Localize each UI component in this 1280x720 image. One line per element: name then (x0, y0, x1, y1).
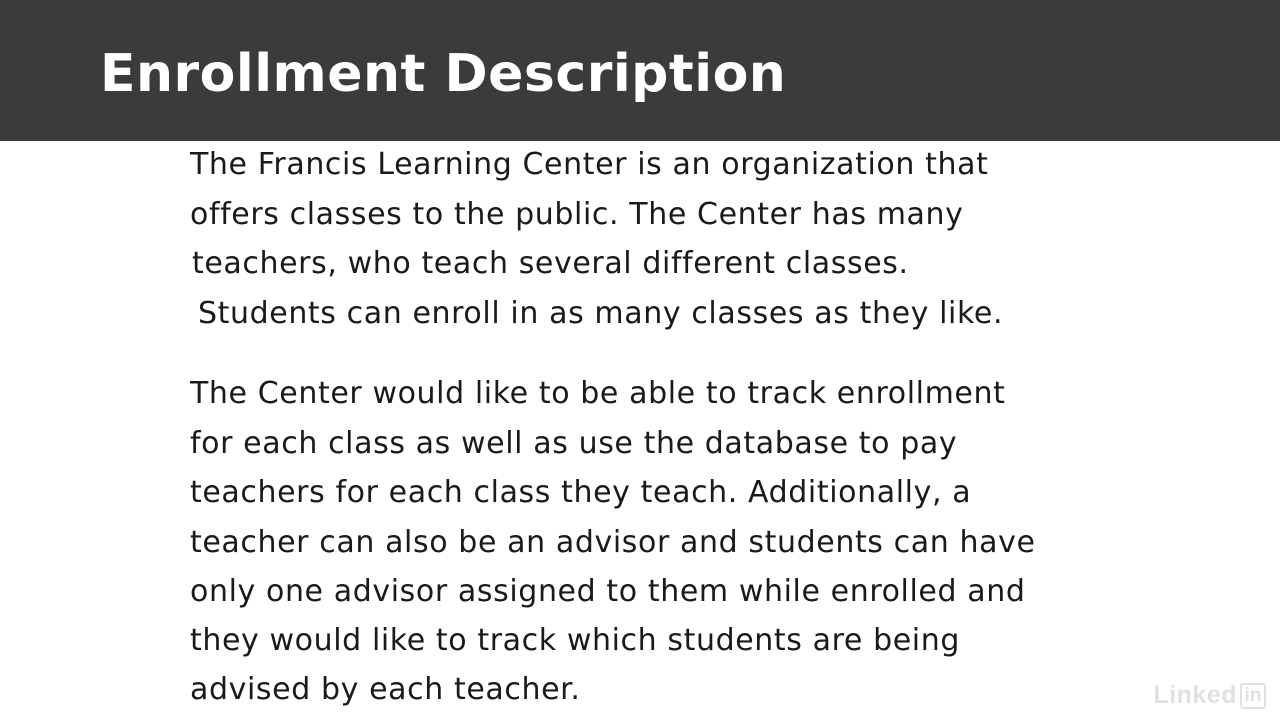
paragraph-2-line: advised by each teacher. (190, 672, 581, 707)
slide-title: Enrollment Description (100, 44, 787, 104)
linkedin-watermark-logo (1153, 681, 1266, 710)
linkedin-wordmark: Linked (1153, 681, 1237, 709)
paragraph-2-line: only one advisor assigned to them while enrolled and (190, 574, 1026, 609)
paragraph-1-line: offers classes to the public. The Center has many (190, 197, 964, 232)
paragraph-1-line: teachers, who teach several different classes. (192, 246, 909, 281)
header-bar (0, 0, 1280, 141)
paragraph-2-line: teachers for each class they teach. Additionally, a (190, 475, 972, 510)
paragraph-1-line: The Francis Learning Center is an organization that (190, 147, 989, 182)
paragraph-1-line: Students can enroll in as many classes as they like. (198, 296, 1004, 331)
linkedin-in-icon: in (1240, 683, 1266, 709)
paragraph-2-line: The Center would like to be able to track enrollment (190, 376, 1006, 411)
paragraph-2-line: they would like to track which students are being (190, 623, 960, 658)
paragraph-2-line: for each class as well as use the database to pay (190, 426, 958, 461)
paragraph-2-line: teacher can also be an advisor and students can have (190, 525, 1036, 560)
